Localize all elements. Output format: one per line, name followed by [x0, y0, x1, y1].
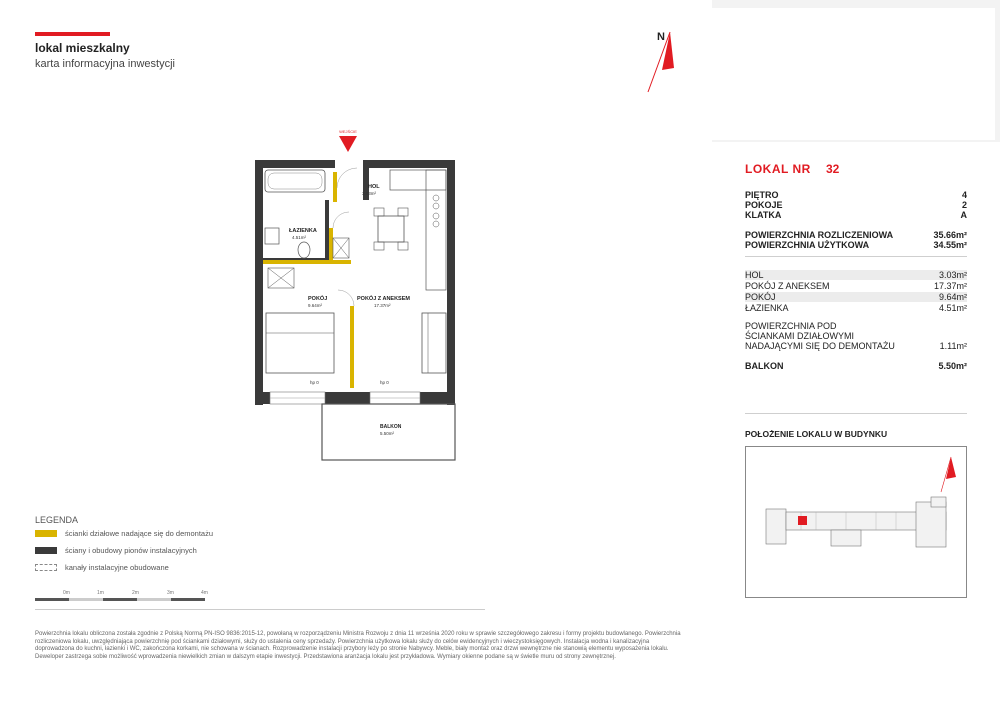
lokal-label: LOKAL NR: [745, 162, 811, 176]
svg-text:3m: 3m: [167, 590, 174, 596]
info-row-hol: HOL 3.03m²: [745, 270, 967, 280]
info-row-lazienka: ŁAZIENKA 4.51m²: [745, 303, 967, 313]
room-label-hol: HOL: [368, 184, 380, 190]
room-label-pokoj: POKÓJ: [308, 296, 328, 302]
info-panel: [712, 142, 1000, 706]
sill-height-left: hp 0: [310, 380, 319, 385]
entrance-arrow-icon: [339, 136, 357, 152]
compass-label: N: [657, 31, 665, 43]
page-subtitle: karta informacyjna inwestycji: [35, 58, 175, 70]
legend-title: LEGENDA: [35, 515, 79, 525]
info-row-partition-3: NADAJĄCYMI SIĘ DO DEMONTAŻU 1.11m²: [745, 341, 967, 351]
info-row-pokoje: POKOJE 2: [745, 200, 967, 210]
scale-bar: [35, 588, 225, 608]
room-area-lazienka: 4.51m²: [292, 235, 307, 240]
room-area-balkon: 5.50m²: [380, 431, 395, 436]
lokal-number: 32: [826, 162, 840, 176]
info-row-balkon: BALKON 5.50m²: [745, 361, 967, 371]
room-area-pokoj-z-aneksem: 17.37m²: [374, 303, 391, 308]
footer-disclaimer: Powierzchnia lokalu obliczona została zgodnie z Polską Normą PN-ISO 9836:2015-12, powołaną w rozporządzeniu Ministra Rozwoju z dnia 11 września 2020 roku w sprawie szczegółowego zakresu i formy projektu budowlanego. Powierzchnia rozliczeniowa lokalu, uwzględniająca powierzchnię pod ściankami działowymi, służy do ustalenia ceny sprzedaży. Powierzchnia użytkowa lokalu służy do celów ewidencyjnych i wieczystoksięgowych. Instalacja wodna i kanalizacyjna doprowadzona do kuchni, łazienki i WC, zakończona korkami, nie schowana w ścianach. Rozprowadzenie instalacji przybory leży po stronie Nabywcy. Meble, biały montaż oraz drzwi wewnętrzne nie stanowią elementu wyposażenia lokalu. Deweloper zastrzega sobie możliwość wprowadzenia niewielkich zmian w dalszym etapie inwestycji. Przedstawiona aranżacja lokalu jest przykładowa. Wymiary okienne podane są w świetle muru od strony zewnętrznej.: [35, 631, 681, 660]
info-row-pokoj-z-aneksem: POKÓJ Z ANEKSEM 17.37m²: [745, 281, 967, 291]
floor-plan: [240, 128, 470, 463]
entrance-label: WEJŚCIE: [339, 129, 357, 134]
compass-mini-icon: [946, 457, 956, 479]
divider: [745, 413, 967, 414]
svg-text:0m: 0m: [63, 590, 70, 596]
accent-bar: [35, 32, 110, 36]
info-row-klatka: KLATKA A: [745, 210, 967, 220]
legend-swatch-dashed: [35, 564, 57, 571]
legend-item-partitions: ścianki działowe nadające się do demontażu: [35, 529, 213, 538]
location-title: POŁOŻENIE LOKALU W BUDYNKU: [745, 429, 888, 439]
info-row-partition-1: POWIERZCHNIA POD: [745, 321, 837, 331]
room-label-balkon: BALKON: [380, 424, 402, 430]
info-row-partition-2: ŚCIANKAMI DZIAŁOWYMI: [745, 331, 855, 341]
legend-swatch-dark: [35, 547, 57, 554]
sill-height-right: hp 0: [380, 380, 389, 385]
building-location-map: [745, 446, 967, 598]
info-row-pokoj: POKÓJ 9.64m²: [745, 292, 967, 302]
room-area-hol: 3.03m²: [362, 191, 377, 196]
legend-swatch-yellow: [35, 530, 57, 537]
svg-text:4m: 4m: [201, 590, 208, 596]
compass-icon: [640, 22, 680, 94]
divider: [35, 609, 485, 610]
page-title: lokal mieszkalny: [35, 41, 130, 55]
info-panel-top-box: [712, 8, 995, 140]
divider: [745, 256, 967, 257]
building-outline: [746, 447, 966, 597]
room-label-lazienka: ŁAZIENKA: [289, 228, 317, 234]
room-label-pokoj-z-aneksem: POKÓJ Z ANEKSEM: [357, 296, 410, 302]
legend-item-shafts: kanały instalacyjne obudowane: [35, 563, 169, 572]
info-row-pow-rozliczeniowa: POWIERZCHNIA ROZLICZENIOWA 35.66m²: [745, 230, 967, 240]
info-row-pietro: PIĘTRO 4: [745, 190, 967, 200]
svg-text:1m: 1m: [97, 590, 104, 596]
unit-location-marker: [798, 516, 807, 525]
info-row-pow-uzytkowa: POWIERZCHNIA UŻYTKOWA 34.55m²: [745, 240, 967, 250]
legend-item-walls: ściany i obudowy pionów instalacyjnych: [35, 546, 197, 555]
room-area-pokoj: 9.64m²: [308, 303, 323, 308]
svg-text:2m: 2m: [132, 590, 139, 596]
